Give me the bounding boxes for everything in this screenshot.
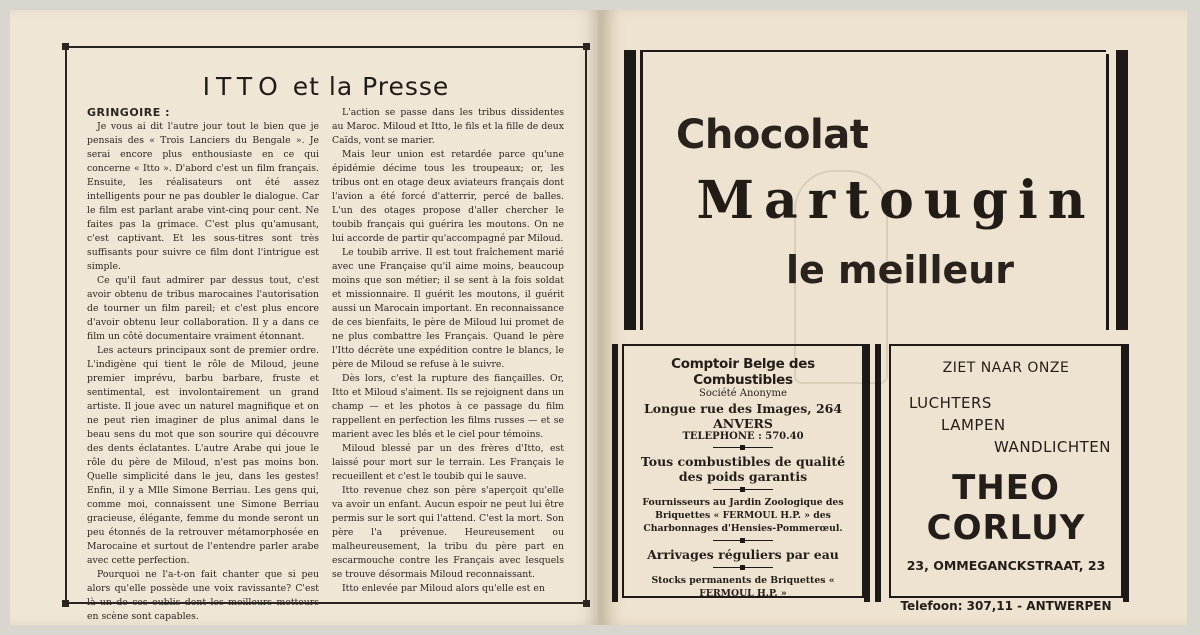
frame-bar [864,344,870,602]
comptoir-quality: Tous combustibles de qualité des poids garantis [640,454,846,484]
theo-line3: LAMPEN [941,416,1006,434]
frame-bar [643,50,1106,52]
paragraph: Pourquoi ne l'a-t-on fait chanter que si peu alors qu'elle possède une voix ravissante? C'est là un de ces oublis dont les meilleurs metteurs en scène sont capables. [87,569,319,622]
title-word: ITTO [202,72,284,101]
theo-corluy-ad [889,344,1123,613]
separator [713,565,773,571]
article-column-left [87,106,319,624]
frame-bar [612,344,618,602]
separator [713,538,773,544]
comptoir-stocks: Stocks permanents de Briquettes « FERMOUL H.P. » [651,575,835,599]
comptoir-address: Longue rue des Images, 264 [643,401,843,416]
article-frame [65,46,587,622]
paragraph: L'action se passe dans les tribus dissidentes au Maroc. Miloud et Itto, le fils et la fille de deux Caïds, vont se marier. [332,107,564,146]
theo-line2: LUCHTERS [909,394,992,412]
frame-corner [62,600,69,607]
separator [713,487,773,493]
comptoir-ad [622,344,864,598]
chocolat-line3: le meilleur [786,248,1015,292]
theo-line4: WANDLICHTEN [994,438,1111,456]
paragraph: Itto enlevée par Miloud alors qu'elle est en [342,583,545,594]
theo-address: 23, OMMEGANCKSTRAAT, 23 [906,558,1106,573]
frame-bar [1106,54,1109,330]
frame-bar [875,344,881,602]
chocolat-brand: Martougin [696,170,1096,231]
paragraph: Les acteurs principaux sont de premier ordre. L'indigène qui tient le rôle de Miloud, jeune premier imprévu, barbu barbare, fruste et sentimental, est involontairement un grand artiste. Il joue avec un naturel magnifique et on ne peut rien imaginer de plus animal dans le beau sens du mot que son sourire qui découvre des dents éclatantes. L'autre Arabe qui joue le rôle du père de Miloud, n'est pas moins bon. Quelle simplicité dans le jeu, dans les gestes! Enfin, il y a Mlle Simone Berriau. Les gens qui, comme moi, connaissent une Simone Berriau gracieuse, élégante, femme du monde seront un peu étonnés de la retrouver métamorphosée en Marocaine et surtout de l'entendre parler arabe avec cette perfection. [87,345,319,566]
separator [713,445,773,451]
paragraph: Mais leur union est retardée parce qu'une épidémie décime tous les troupeaux; or, les tribus ont en otage deux aviateurs français dont l'avion a été forcé d'atterrir, percé de balles. L'un des otages propose d'aller chercher le toubib français qui guérira les moutons. On ne lui accorde de partir qu'accompagné par Miloud. [332,149,564,244]
frame-corner [583,43,590,50]
theo-phone: Telefoon: 307,11 - ANTWERPEN [900,599,1112,613]
left-page [10,10,600,625]
frame-corner [583,600,590,607]
source-heading: GRINGOIRE : [87,106,170,119]
theo-line1: ZIET NAAR ONZE [942,360,1070,376]
paragraph: Miloud blessé par un des frères d'Itto, est laissé pour mort sur le terrain. Les Français le recueillent et c'est le toubib qui le sauve. [332,443,564,482]
comptoir-name: Comptoir Belge des Combustibles [671,356,815,388]
comptoir-supplier: Fournisseurs au Jardin Zoologique des Briquettes « FERMOUL H.P. » des Charbonnages d'Hensies-Pommerœul. [642,497,844,534]
frame-bar [640,50,643,330]
paragraph: Dès lors, c'est la rupture des fiançailles. Or, Itto et Miloud s'aiment. Ils se rejoignent dans un champ — et les photos à ce passage du film rappellent en perfection les films russes — et se marient avec les blés et le ciel pour témoins. [332,373,564,440]
comptoir-city: ANVERS [713,416,773,431]
frame-bar [624,50,636,330]
chocolat-ad [616,50,1138,335]
frame-bar [1123,344,1129,602]
right-page [602,10,1187,625]
paragraph: Je vous ai dit l'autre jour tout le bien que je pensais des « Trois Lanciers du Bengale ». Je serai encore plus enthousiaste en ce qui concerne « Itto ». D'abord c'est un film français. Ensuite, les réalisateurs ont été assez intelligents pour ne pas doubler le dialogue. Car le film est parlant arabe vint-cinq pour cent. Ne faites pas la grimace. C'est plus qu'amusant, c'est captivant. Et les sous-titres sont très suffisants pour suivre ce film dont l'intrigue est simple. [87,121,319,272]
comptoir-telephone: TELEPHONE : 570.40 [682,431,804,442]
paragraph: Le toubib arrive. Il est tout fraîchement marié avec une Française qu'il aime moins, beaucoup moins que son métier; il se sent à la fois soldat et missionnaire. Il guérit les moutons, il guérit aussi un Marocain important. En reconnaissance de ces bienfaits, le père de Miloud lui promet de ne plus combattre les Français. Quand le père l'Itto décrète une expédition contre le blancs, le père de Miloud se refuse à le suivre. [332,247,564,370]
frame-bar [1116,50,1128,330]
chocolat-line1: Chocolat [676,112,869,158]
frame-corner [62,43,69,50]
paragraph: Ce qu'il faut admirer par dessus tout, c'est avoir obtenu de tribus marocaines l'autorisation de tourner un film pareil; et c'est plus encore d'avoir obtenu leur collaboration. Il y a dans ce film un côté documentaire vraiment étonnant. [87,275,319,342]
theo-name: THEO CORLUY [926,468,1086,548]
title-rest: et la Presse [292,72,450,101]
comptoir-arrivals: Arrivages réguliers par eau [647,547,839,562]
paragraph: Itto revenue chez son père s'aperçoit qu'elle va avoir un enfant. Aucun espoir ne peut lui être permis sur le sort qui l'attend. C'est la mort. Son père l'a prévenue. Heureusement ou malheureusement, la tribu du père part en escarmouche contre les Français avec lesquels se trouve désormais Miloud reconnaissant. [332,485,564,580]
article-title [67,72,585,101]
article-column-right [332,106,564,596]
comptoir-subtitle: Société Anonyme [699,388,787,399]
